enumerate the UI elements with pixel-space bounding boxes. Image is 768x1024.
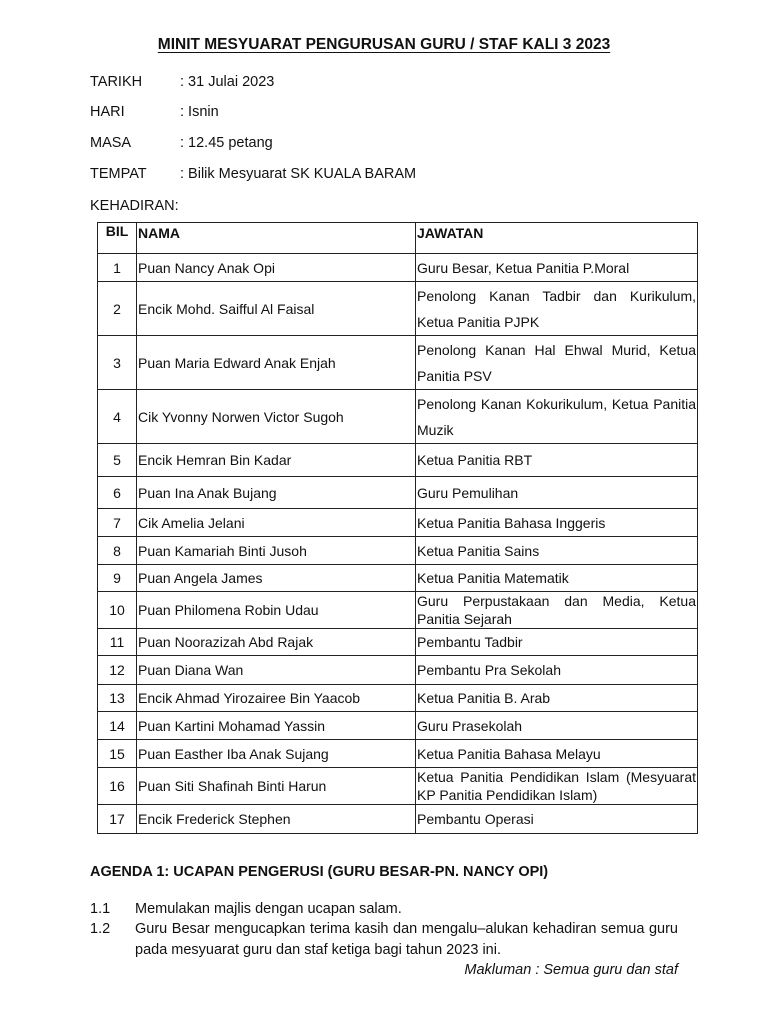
header-nama: NAMA xyxy=(137,223,416,254)
attendance-table xyxy=(97,222,698,834)
row-jawatan: Guru Besar, Ketua Panitia P.Moral xyxy=(416,254,698,282)
table-row xyxy=(98,254,698,282)
row-nama: Cik Yvonny Norwen Victor Sugoh xyxy=(137,390,416,444)
table-row xyxy=(98,712,698,740)
row-bil: 7 xyxy=(98,509,137,537)
row-nama: Puan Angela James xyxy=(137,565,416,592)
table-row xyxy=(98,282,698,336)
row-jawatan: Ketua Panitia Sains xyxy=(416,537,698,565)
row-jawatan: Ketua Panitia Bahasa Melayu xyxy=(416,740,698,768)
table-header-row xyxy=(98,223,698,254)
row-nama: Encik Ahmad Yirozairee Bin Yaacob xyxy=(137,685,416,712)
agenda-item-number: 1.1 xyxy=(90,901,111,917)
document-title-text: MINIT MESYUARAT PENGURUSAN GURU / STAF KALI 3 2023 xyxy=(157,36,611,53)
agenda-note: Makluman : Semua guru dan staf xyxy=(464,962,678,978)
row-bil: 8 xyxy=(98,537,137,565)
meta-value: : Isnin xyxy=(180,104,219,120)
table-row xyxy=(98,390,698,444)
row-jawatan: Pembantu Tadbir xyxy=(416,629,698,656)
table-row xyxy=(98,477,698,509)
row-bil: 16 xyxy=(98,768,137,805)
document-title xyxy=(0,36,768,54)
row-bil: 13 xyxy=(98,685,137,712)
meta-kehadiran xyxy=(90,198,179,214)
table-row xyxy=(98,565,698,592)
meta-value: : xyxy=(174,198,179,214)
table-row xyxy=(98,509,698,537)
table-row xyxy=(98,805,698,834)
row-nama: Puan Nancy Anak Opi xyxy=(137,254,416,282)
row-jawatan: Ketua Panitia Bahasa Inggeris xyxy=(416,509,698,537)
table-row xyxy=(98,656,698,685)
row-jawatan: Penolong Kanan Tadbir dan Kurikulum, Ketua Panitia PJPK xyxy=(416,282,698,336)
row-jawatan: Guru Perpustakaan dan Media, Ketua Panitia Sejarah xyxy=(417,593,696,627)
row-jawatan: Guru Pemulihan xyxy=(416,477,698,509)
row-nama: Puan Diana Wan xyxy=(137,656,416,685)
row-jawatan: Penolong Kanan Hal Ehwal Murid, Ketua Panitia PSV xyxy=(416,336,698,390)
row-bil: 15 xyxy=(98,740,137,768)
header-jawatan: JAWATAN xyxy=(416,223,698,254)
table-row xyxy=(98,336,698,390)
row-bil: 6 xyxy=(98,477,137,509)
row-jawatan: Ketua Panitia B. Arab xyxy=(416,685,698,712)
row-nama: Puan Ina Anak Bujang xyxy=(137,477,416,509)
row-nama: Encik Mohd. Saifful Al Faisal xyxy=(137,282,416,336)
row-jawatan: Ketua Panitia Matematik xyxy=(416,565,698,592)
meta-hari xyxy=(90,104,219,120)
row-bil: 3 xyxy=(98,336,137,390)
row-jawatan: Penolong Kanan Kokurikulum, Ketua Panitia Muzik xyxy=(416,390,698,444)
row-jawatan: Guru Prasekolah xyxy=(416,712,698,740)
row-bil: 17 xyxy=(98,805,137,834)
meta-value: : Bilik Mesyuarat SK KUALA BARAM xyxy=(180,166,417,182)
row-jawatan: Pembantu Operasi xyxy=(416,805,698,834)
agenda-item-text: Memulakan majlis dengan ucapan salam. xyxy=(135,901,402,917)
row-bil: 5 xyxy=(98,444,137,477)
agenda-item-number: 1.2 xyxy=(90,921,111,937)
row-nama: Encik Hemran Bin Kadar xyxy=(137,444,416,477)
row-nama: Puan Easther Iba Anak Sujang xyxy=(137,740,416,768)
meta-value: : 12.45 petang xyxy=(180,135,273,151)
meta-value: : 31 Julai 2023 xyxy=(180,74,275,90)
row-bil: 14 xyxy=(98,712,137,740)
meta-label: TEMPAT xyxy=(90,166,147,182)
row-jawatan: Ketua Panitia RBT xyxy=(416,444,698,477)
agenda-item xyxy=(90,899,678,920)
table-row xyxy=(98,444,698,477)
header-bil: BIL xyxy=(98,223,137,254)
row-bil: 9 xyxy=(98,565,137,592)
table-row xyxy=(98,685,698,712)
table-row xyxy=(98,768,698,805)
table-row xyxy=(98,537,698,565)
row-nama: Puan Noorazizah Abd Rajak xyxy=(137,629,416,656)
table-row xyxy=(98,740,698,768)
meta-label: TARIKH xyxy=(90,74,143,90)
row-bil: 2 xyxy=(98,282,137,336)
meta-label: HARI xyxy=(90,104,125,120)
meta-tarikh xyxy=(90,74,274,90)
row-bil: 4 xyxy=(98,390,137,444)
row-jawatan: Pembantu Pra Sekolah xyxy=(416,656,698,685)
row-bil: 12 xyxy=(98,656,137,685)
row-nama: Puan Kamariah Binti Jusoh xyxy=(137,537,416,565)
row-nama: Cik Amelia Jelani xyxy=(137,509,416,537)
meta-tempat xyxy=(90,166,416,182)
row-nama: Puan Siti Shafinah Binti Harun xyxy=(137,768,416,805)
row-jawatan: Ketua Panitia Pendidikan Islam (Mesyuarat KP Panitia Pendidikan Islam) xyxy=(417,769,696,803)
agenda-heading: AGENDA 1: UCAPAN PENGERUSI (GURU BESAR-PN. NANCY OPI) xyxy=(90,864,549,880)
agenda-item xyxy=(90,919,678,961)
row-nama: Puan Maria Edward Anak Enjah xyxy=(137,336,416,390)
agenda-item-text: Guru Besar mengucapkan terima kasih dan mengalu–alukan kehadiran semua guru pada mesyuarat guru dan staf ketiga bagi tahun 2023 ini. xyxy=(135,921,678,958)
row-nama: Encik Frederick Stephen xyxy=(137,805,416,834)
meta-label: KEHADIRAN xyxy=(90,198,175,214)
row-nama: Puan Philomena Robin Udau xyxy=(137,592,416,629)
row-bil: 10 xyxy=(98,592,137,629)
table-row xyxy=(98,629,698,656)
row-nama: Puan Kartini Mohamad Yassin xyxy=(137,712,416,740)
row-bil: 1 xyxy=(98,254,137,282)
row-bil: 11 xyxy=(98,629,137,656)
meta-label: MASA xyxy=(90,135,132,151)
table-row xyxy=(98,592,698,629)
meta-masa xyxy=(90,135,273,151)
